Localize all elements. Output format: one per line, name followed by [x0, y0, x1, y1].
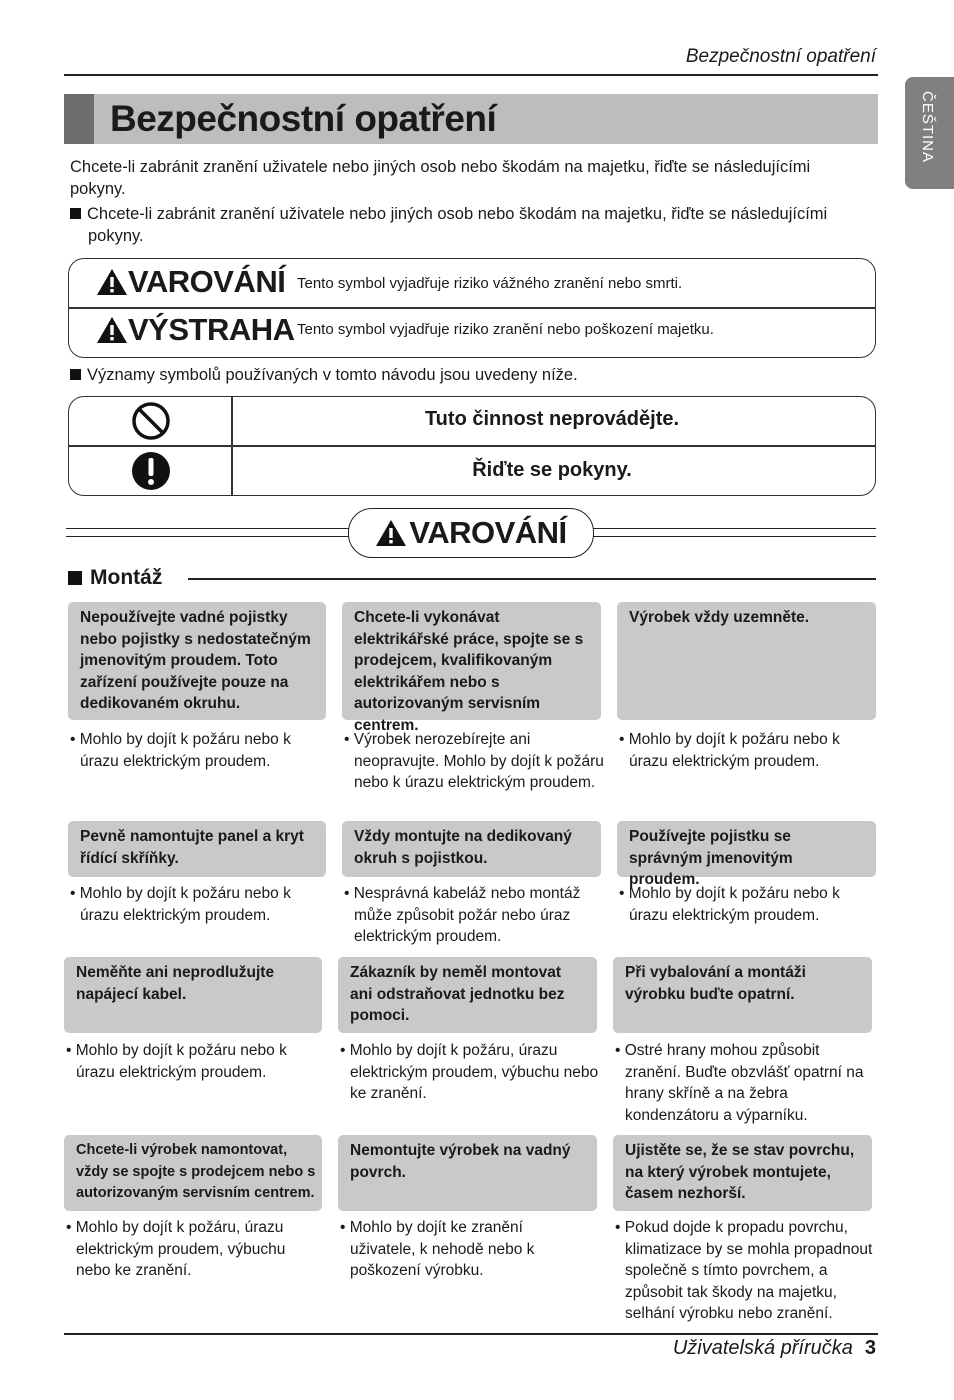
symbols-intro-text: Významy symbolů používaných v tomto návodu jsou uvedeny níže.: [87, 366, 578, 384]
square-bullet-icon: [68, 571, 82, 585]
instruction-card: Nepoužívejte vadné pojistky nebo pojistky s nedostatečným jmenovitým proudem. Toto zařízení používejte pouze na dedikovaném okruhu.: [68, 602, 326, 720]
warning-banner: [348, 508, 594, 558]
instruction-note: • Mohlo by dojít k požáru, úrazu elektrickým proudem, výbuchu nebo ke zranění.: [340, 1042, 599, 1102]
instruction-note-text: Mohlo by dojít k požáru nebo k úrazu elektrickým proudem.: [628, 885, 840, 924]
instruction-card: Ujistěte se, že se stav povrchu, na který výrobek montujete, časem nezhorší.: [613, 1135, 872, 1211]
vystraha-description: Tento symbol vyjadřuje riziko zranění nebo poškození majetku.: [297, 321, 714, 338]
square-bullet-icon: [70, 369, 81, 380]
instruction-card: Zákazník by neměl montovat ani odstraňovat jednotku bez pomoci.: [338, 957, 597, 1033]
mandatory-meaning: Řiďte se pokyny.: [472, 459, 632, 481]
intro-bullet-text: Chcete-li zabránit zranění uživatele nebo jiných osob nebo škodám na majetku, řiďte se následujícími pokyny.: [87, 205, 828, 245]
instruction-card: Výrobek vždy uzemněte.: [617, 602, 876, 720]
section-rule: [188, 578, 876, 580]
banner-line-right: [591, 528, 876, 537]
instruction-card: Chcete-li výrobek namontovat, vždy se spojte s prodejcem nebo s autorizovaným servisním centrem.: [64, 1135, 322, 1211]
language-tab-label: ČEŠTINA: [919, 91, 936, 164]
instruction-note-text: Mohlo by dojít ke zranění uživatele, k nehodě nebo k poškození výrobku.: [349, 1219, 535, 1279]
instruction-note: • Mohlo by dojít k požáru nebo k úrazu elektrickým proudem.: [66, 1042, 287, 1081]
instruction-card: Pevně namontujte panel a kryt řídící skříňky.: [68, 821, 326, 877]
instruction-card: Při vybalování a montáži výrobku buďte opatrní.: [613, 957, 872, 1033]
instruction-card: Vždy montujte na dedikovaný okruh s pojistkou.: [342, 821, 601, 877]
warning-triangle-icon: [96, 268, 128, 296]
language-tab: [905, 77, 954, 189]
instruction-note: • Pokud dojde k propadu povrchu, klimatizace by se mohla propadnout společně s tímto povrchem, a způsobit tak škody na majetku, selhání výrobku nebo zranění.: [615, 1219, 873, 1322]
instruction-note-text: Mohlo by dojít k požáru nebo k úrazu elektrickým proudem.: [79, 885, 291, 924]
instruction-note-text: Pokud dojde k propadu povrchu, klimatizace by se mohla propadnout společně s tímto povrchem, a způsobit tak škody na majetku, selhání výrobku nebo zranění.: [624, 1219, 873, 1322]
varovani-label-text: VAROVÁNÍ: [128, 264, 286, 299]
symbols-table-hdivider: [68, 445, 876, 447]
vystraha-label-text: VÝSTRAHA: [128, 312, 295, 347]
square-bullet-icon: [70, 208, 81, 219]
instruction-card: Používejte pojistku se správným jmenovitým proudem.: [617, 821, 876, 877]
intro-paragraph: Chcete-li zabránit zranění uživatele nebo jiných osob nebo škodám na majetku, řiďte se následujícími pokyny.: [70, 158, 811, 198]
warning-triangle-icon: [375, 519, 407, 547]
instruction-note: • Mohlo by dojít ke zranění uživatele, k nehodě nebo k poškození výrobku.: [340, 1219, 535, 1279]
instruction-note-text: Mohlo by dojít k požáru, úrazu elektrickým proudem, výbuchu nebo ke zranění.: [75, 1219, 286, 1279]
instruction-note: • Mohlo by dojít k požáru, úrazu elektrickým proudem, výbuchu nebo ke zranění.: [66, 1219, 286, 1279]
instruction-note-text: Nesprávná kabeláž nebo montáž může způsobit požár nebo úraz elektrickým proudem.: [353, 885, 581, 945]
section-heading-text: Montáž: [90, 566, 163, 589]
warning-banner-text: VAROVÁNÍ: [409, 515, 567, 550]
prohibited-icon: [131, 401, 171, 441]
instruction-note: • Mohlo by dojít k požáru nebo k úrazu elektrickým proudem.: [70, 885, 291, 924]
varovani-description: Tento symbol vyjadřuje riziko vážného zranění nebo smrti.: [297, 275, 683, 292]
footer-text: Uživatelská příručka: [672, 1337, 853, 1359]
symbols-intro: [70, 366, 578, 385]
warning-legend-divider: [68, 307, 876, 309]
running-header: Bezpečnostní opatření: [685, 46, 876, 67]
instruction-card: Neměňte ani neprodlužujte napájecí kabel.: [64, 957, 322, 1033]
instruction-note-text: Mohlo by dojít k požáru, úrazu elektrickým proudem, výbuchu nebo ke zranění.: [349, 1042, 599, 1102]
section-heading: [68, 566, 162, 590]
prohibit-meaning: Tuto činnost neprovádějte.: [424, 408, 680, 430]
instruction-note-text: Mohlo by dojít k požáru nebo k úrazu elektrickým proudem.: [75, 1042, 287, 1081]
bottom-rule: [64, 1333, 878, 1335]
mandatory-icon: [131, 451, 171, 491]
instruction-note-text: Výrobek nerozebírejte ani neopravujte. Mohlo by dojít k požáru nebo k úrazu elektrickým proudem.: [353, 731, 604, 791]
banner-line-left: [66, 528, 349, 537]
top-rule: [64, 74, 878, 76]
instruction-note: • Mohlo by dojít k požáru nebo k úrazu elektrickým proudem.: [619, 731, 840, 770]
title-accent-block: [64, 94, 94, 144]
instruction-note: • Nesprávná kabeláž nebo montáž může způsobit požár nebo úraz elektrickým proudem.: [344, 885, 581, 945]
varovani-label: [96, 264, 285, 300]
instruction-note-text: Mohlo by dojít k požáru nebo k úrazu elektrickým proudem.: [628, 731, 840, 770]
instruction-card: Chcete-li vykonávat elektrikářské práce, spojte se s prodejcem, kvalifikovaným elektrikářem nebo s autorizovaným servisním centrem.: [342, 602, 601, 720]
vystraha-label: [96, 312, 295, 348]
instruction-note: • Mohlo by dojít k požáru nebo k úrazu elektrickým proudem.: [70, 731, 291, 770]
instruction-note: • Ostré hrany mohou způsobit zranění. Buďte obzvlášť opatrní na hrany skříně a na žebra kondenzátoru a výparníku.: [615, 1042, 864, 1124]
warning-triangle-icon: [96, 316, 128, 344]
page-footer: [673, 1337, 876, 1360]
intro-bullet: [70, 203, 870, 247]
intro: [70, 156, 870, 247]
instruction-note: • Mohlo by dojít k požáru nebo k úrazu elektrickým proudem.: [619, 885, 840, 924]
page-title: Bezpečnostní opatření: [110, 98, 497, 139]
instruction-card: Nemontujte výrobek na vadný povrch.: [338, 1135, 597, 1211]
instruction-note: • Výrobek nerozebírejte ani neopravujte. Mohlo by dojít k požáru nebo k úrazu elektrickým proudem.: [344, 731, 604, 791]
instruction-note-text: Mohlo by dojít k požáru nebo k úrazu elektrickým proudem.: [79, 731, 291, 770]
instruction-note-text: Ostré hrany mohou způsobit zranění. Buďte obzvlášť opatrní na hrany skříně a na žebra kondenzátoru a výparníku.: [624, 1042, 864, 1124]
page-number: 3: [864, 1337, 876, 1359]
